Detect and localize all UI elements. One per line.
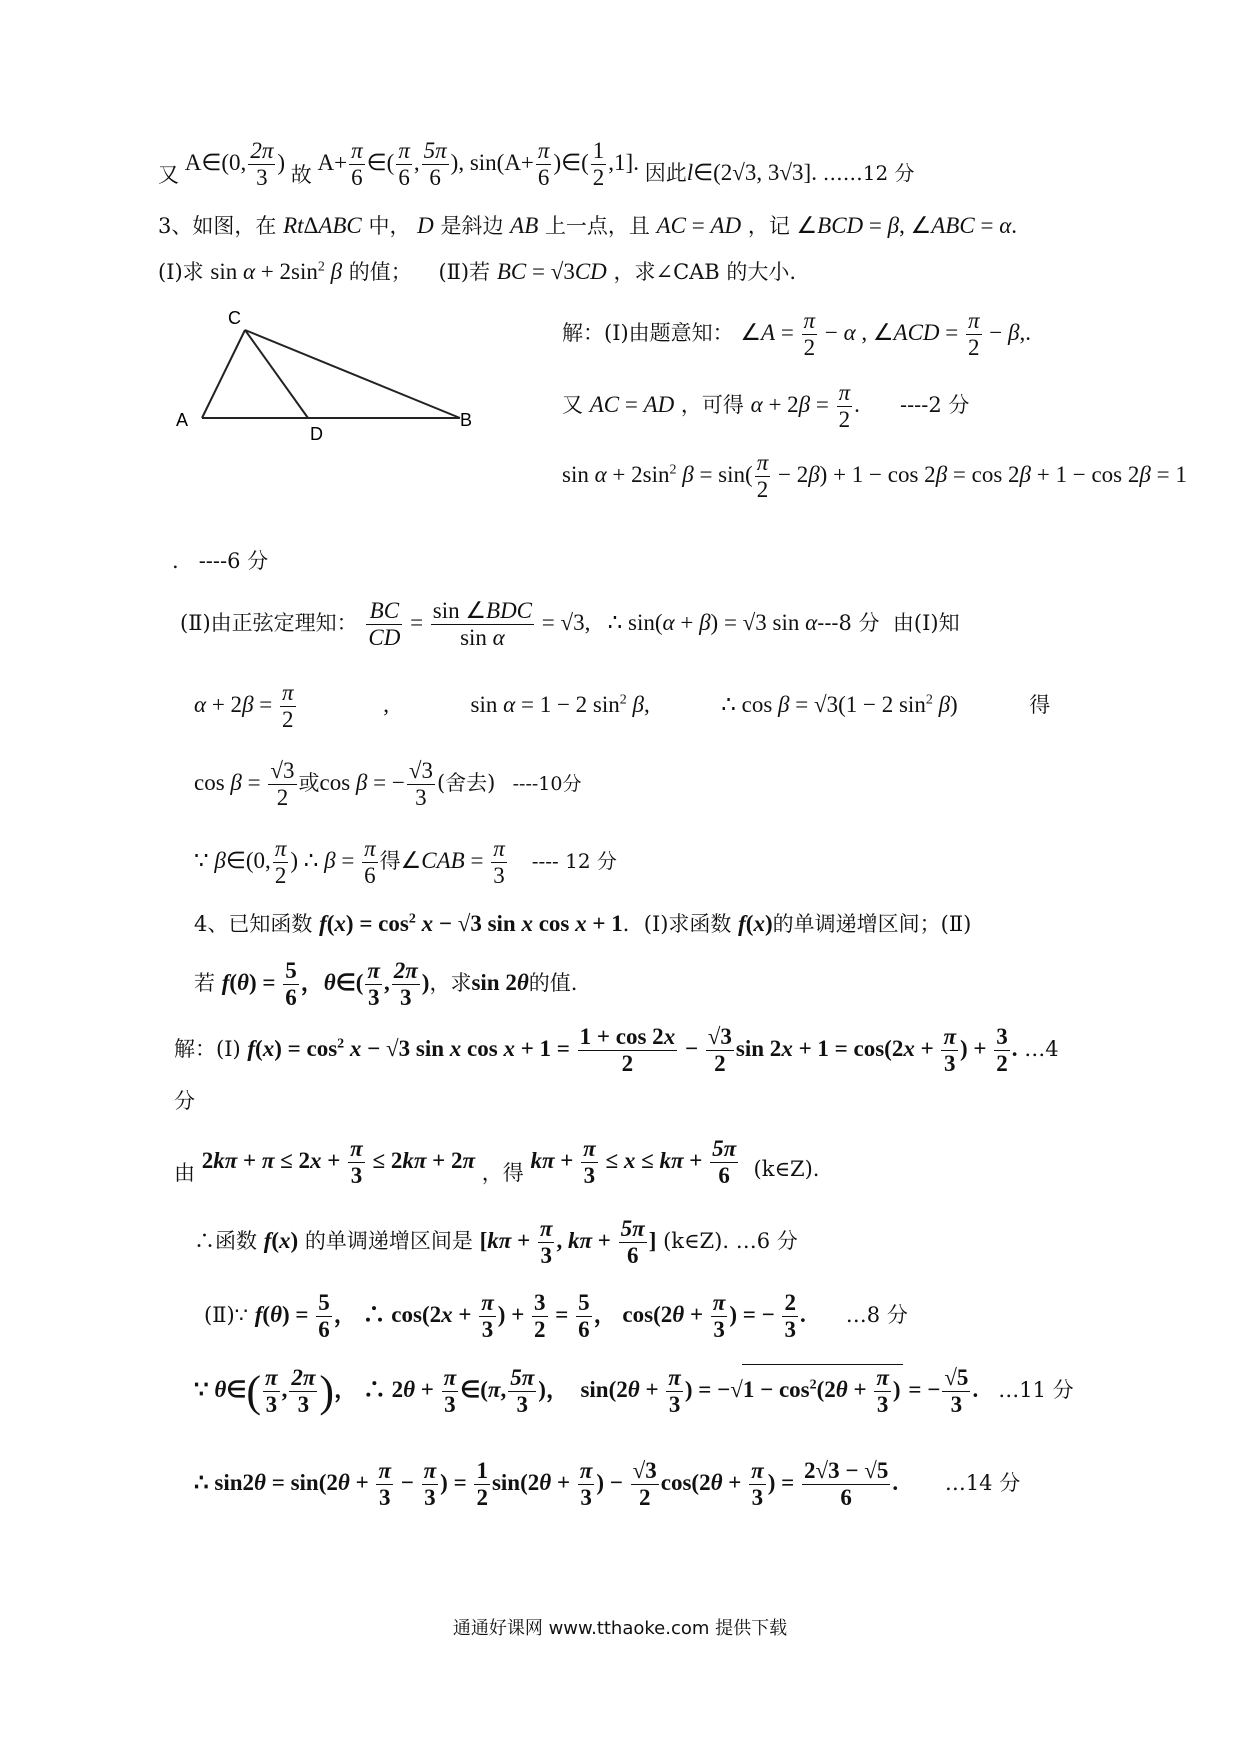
lead-char: 又 (158, 163, 179, 188)
label-d: D (310, 424, 323, 444)
score-8-p4: …8 分 (845, 1303, 908, 1328)
p4-score4-line (174, 1088, 195, 1114)
p4-part2-line2: ∵ θ∈( $\frac{\pi}{3}$ , $\frac{2\pi}{3}$ )， ∴ 2θ + $\frac{\pi}{3}$ ∈(π, $\frac{5\pi}{3}$ )， sin(2θ + $\frac{\pi}{3}$ ) = $-√1 - \cos^2(2\theta$ + $\frac{\pi}{3}$ ) = − $\frac{√5}{3}$ . …11 分 (194, 1365, 1074, 1418)
problem3-parts: (Ⅰ)求 $\sin \alpha + 2\sin^2$ β 的值； (Ⅱ)若 BC = √3CD ，求∠CAB 的大小. (158, 259, 797, 284)
ruo-char: 若 (194, 971, 215, 996)
qiu-text: ，求 (429, 971, 472, 996)
problem4-stem: 4、已知函数 $f(x) = \cos^2 x - √3$ sin x cos x + 1．(Ⅰ)求函数 f(x)的单调递增区间；(Ⅱ) (194, 911, 972, 936)
score-12: ……12 分 (822, 161, 915, 186)
score-4b: 分 (174, 1089, 195, 1113)
sol-lead: 解：(Ⅰ)由题意知： (562, 321, 734, 346)
value-text: 的值. (528, 971, 578, 996)
score-8: ---8 分 (817, 611, 880, 636)
stem-text-4: 上一点，且 (544, 214, 650, 238)
side-ca (202, 330, 245, 418)
problem4-line2: 若 f(θ) = $\frac{5}{6}$ ，θ∈( $\frac{\pi}{3}$ , $\frac{2\pi}{3}$ )，求sin 2θ的值. (194, 958, 578, 1011)
p3-score6-line: . ----6 分 (172, 549, 269, 573)
p4-part2-line1: (Ⅱ)∵ f(θ) = $\frac{5}{6}$ ， ∴ cos(2x + $\frac{\pi}{3}$ ) + $\frac{3}{2}$ = $\frac{5}{6}$ ， cos(2θ + $\frac{\pi}{3}$ ) = − $\frac{2}{3}$ . …8 分 (204, 1290, 908, 1343)
conclusion-lead: ∴函数 (194, 1229, 257, 1254)
score-14: …14 分 (944, 1471, 1021, 1496)
p3-solution-line1: 解：(Ⅰ)由题意知： ∠A = $\frac{\pi}{2}$ − α , ∠ACD = $\frac{\pi}{2}$ − β,. (562, 308, 1031, 361)
score-2: ----2 分 (899, 393, 970, 418)
p4-part2-line3: ∴ sin2θ = sin(2θ + $\frac{\pi}{3}$ − $\frac{\pi}{3}$ ) = $\frac{1}{2}$ sin(2θ + $\frac{\pi}{3}$ ) − $\frac{√3}{2}$ cos(2θ + $\frac{\pi}{3}$ ) = $\frac{2√3 - √5}{6}$ . …14 分 (194, 1458, 1021, 1511)
you-char: 又 (562, 393, 583, 418)
label-b: B (460, 410, 473, 430)
de-char-2: 得 (379, 849, 401, 874)
discard-text: (舍去) (436, 771, 496, 796)
p3-solution-line3: $\sin \alpha + 2\sin^2$ β = sin( $\frac{\pi}{2}$ − 2β) + 1 − cos 2β = cos 2β + 1 − cos 2β = 1 (562, 450, 1187, 503)
score-6-p4: …6 分 (735, 1229, 798, 1254)
score-11: …11 分 (998, 1378, 1074, 1403)
label-c: C (228, 308, 241, 328)
stem-text-2: 中， (368, 214, 411, 238)
kede-text: ，可得 (680, 393, 744, 418)
p4-conclusion: ∴函数 f(x) 的单调递增区间是 [kπ + $\frac{\pi}{3}$ , kπ + $\frac{5\pi}{6}$ ] (k∈Z). …6 分 (194, 1216, 798, 1269)
or-char: 或 (298, 771, 320, 796)
part2-lead: (Ⅱ)由正弦定理知： (180, 611, 358, 636)
you-char-p4: 由 (174, 1161, 195, 1186)
p4-solution-line2: 由 2kπ + π ≤ 2x + $\frac{\pi}{3}$ ≤ 2kπ + 2π ，得 kπ + $\frac{\pi}{3}$ ≤ x ≤ kπ + $\frac{5\pi}{6}$ (k∈Z). (174, 1136, 820, 1189)
p3-part2-line4: ∵ β∈(0, $\frac{\pi}{2}$ ) ∴ β = $\frac{\pi}{6}$ 得∠CAB = $\frac{\pi}{3}$ ---- 12 分 (194, 836, 617, 889)
p4-stem-tail: 的单调递增区间；(Ⅱ) (772, 912, 972, 936)
part1-tail: 的值； (348, 260, 412, 284)
kz-2: (k∈Z). (663, 1229, 730, 1254)
label-a: A (176, 410, 189, 430)
p3-part2-line2: α + 2β = $\frac{\pi}{2}$ , sin α = 1 − 2 $\sin^2 \beta$, ∴ cos β = √3(1 − 2 $\sin^2 \beta$) 得 (194, 680, 1051, 733)
p2-conclusion-line: 又 A∈(0, $\frac{2\pi}{3}$ ) 故 A+ $\frac{\pi}{6}$ ∈( $\frac{\pi}{6}$ , $\frac{5\pi}{6}$ ), sin(A+ $\frac{\pi}{6}$ )∈( $\frac{1}{2}$ ,1]. 因此l∈(2√3, 3√3]. ……12 分 (158, 138, 915, 191)
p4-part2-lead: (Ⅱ)∵ (204, 1303, 249, 1328)
part2-tail: ，求∠CAB 的大小. (613, 260, 797, 284)
stem-text-5: ，记 (747, 214, 790, 238)
score-6: ----6 分 (198, 549, 269, 573)
score-12b: ---- 12 分 (531, 849, 617, 874)
p3-solution-line2: 又 AC = AD ，可得 α + 2β = $\frac{\pi}{2}$ . ----2 分 (562, 380, 970, 433)
conclusion-mid: 的单调递增区间是 (304, 1229, 473, 1254)
from-part1: 由(Ⅰ)知 (892, 611, 960, 636)
kz-1: (k∈Z). (753, 1157, 820, 1182)
gu-char: 故 (290, 163, 312, 188)
part1-label: (Ⅰ)求 (158, 260, 204, 284)
p3-part2-line1: (Ⅱ)由正弦定理知： $\frac{BC}{CD}$ = $\frac{\text{sin ∠BDC}}{\text{sin α}}$ = √3, ∴ sin(α + β) = √3 sin α---8 分 由(Ⅰ)知 (180, 598, 960, 651)
p4-stem-mid: ．(Ⅰ)求函数 (622, 912, 732, 936)
p3-part2-line3: cos β = $\frac{√3}{2}$ 或cos β = − $\frac{√3}{3}$ (舍去) ----10分 (194, 758, 582, 811)
score-10: ----10分 (512, 773, 582, 796)
page-footer: 通通好课网 www.tthaoke.com 提供下载 (452, 1618, 788, 1639)
p4-sol-lead: 解：(Ⅰ) (174, 1037, 241, 1062)
stem-text-3: 是斜边 (440, 214, 504, 238)
stem-text-1: 3、如图，在 (158, 214, 277, 238)
score-4a: …4 (1024, 1037, 1059, 1062)
triangle-figure (170, 300, 540, 460)
de-char-p4: ，得 (481, 1161, 524, 1186)
p4-stem-lead: 4、已知函数 (194, 912, 313, 936)
part2-label: (Ⅱ)若 (438, 260, 491, 284)
yinci-text: 因此 (644, 161, 687, 186)
problem3-stem: 3、如图，在 RtΔABC 中， D 是斜边 AB 上一点，且 AC = AD ，记 ∠BCD = β, ∠ABC = α. (158, 213, 1018, 238)
de-char-1: 得 (1029, 693, 1051, 718)
p4-solution-line1: 解：(Ⅰ) $f(x) = \cos^2 x - √3$ sin x cos x + 1 = $\frac{1 + \cos 2x}{2}$ − $\frac{√3}{2}$ sin 2x + 1 = cos(2x + $\frac{\pi}{3}$ ) + $\frac{3}{2}$ . …4 (174, 1024, 1059, 1077)
